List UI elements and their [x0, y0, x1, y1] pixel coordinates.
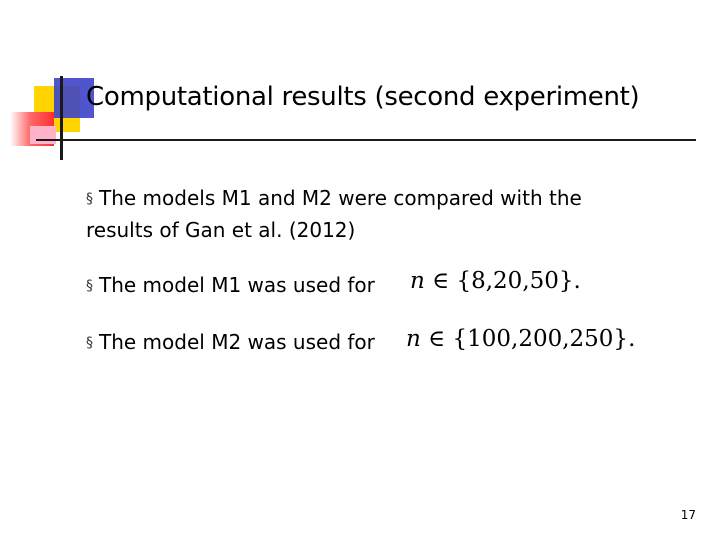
bullet-text: The model M2 was used for [99, 330, 375, 354]
math-variable: n [410, 268, 425, 294]
bullet-item-comparison [86, 184, 606, 245]
math-expression: ∈ {100,200,250}. [420, 326, 636, 352]
bullet-mark: § [86, 335, 93, 351]
decor-pink-square [30, 126, 56, 144]
math-expression: ∈ {8,20,50}. [424, 268, 581, 294]
math-set-m2 [406, 326, 635, 352]
math-variable: n [406, 326, 421, 352]
bullet-mark: § [86, 278, 93, 294]
bullet-item-model-m1 [86, 271, 375, 303]
math-set-m1 [410, 268, 581, 294]
bullet-mark: § [86, 191, 93, 207]
page-number: 17 [680, 508, 696, 522]
bullet-text: The models M1 and M2 were compared with the results of Gan et al. (2012) [86, 186, 582, 242]
bullet-item-model-m2 [86, 328, 375, 360]
slide-title: Computational results (second experiment) [86, 82, 640, 112]
decor-vertical-rule [60, 76, 63, 160]
title-underline [36, 139, 696, 141]
bullet-text: The model M1 was used for [99, 273, 375, 297]
